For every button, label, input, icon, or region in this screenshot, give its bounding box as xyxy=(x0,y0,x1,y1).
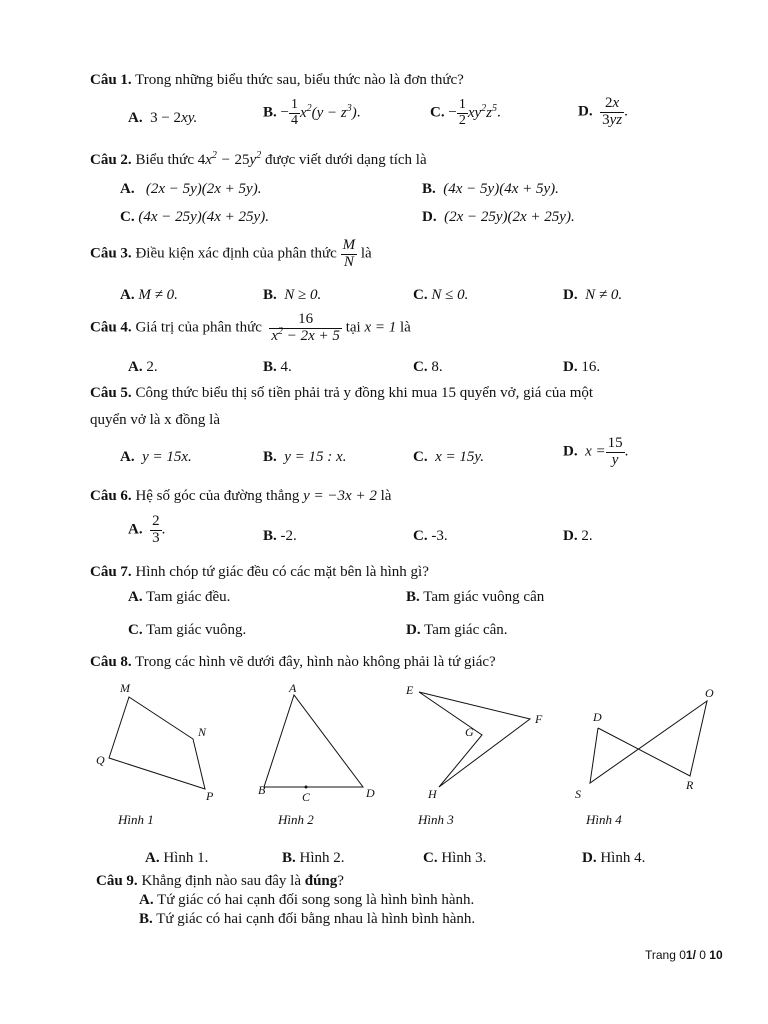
option-label: C. xyxy=(413,359,428,375)
option-c xyxy=(413,528,448,545)
question-text: Trong những biểu thức sau, biểu thức nào là đơn thức? xyxy=(131,72,464,88)
question-label: Câu 8. xyxy=(90,654,132,670)
question-5-line2: quyển vở là x đồng là xyxy=(90,412,220,428)
option-a xyxy=(128,589,230,606)
option-label: A. xyxy=(128,589,143,605)
question-label: Câu 4. xyxy=(90,319,132,336)
question-6 xyxy=(90,488,391,505)
option-label: B. xyxy=(422,181,436,197)
answer-text: Hình 2. xyxy=(295,850,345,866)
page-number-part: 1/ xyxy=(685,948,696,962)
option-label: D. xyxy=(563,359,578,375)
answer-text: y = 15x. xyxy=(142,449,192,465)
figure-3-quadrilateral xyxy=(419,692,530,787)
question-4 xyxy=(90,312,411,345)
vertex-label: E xyxy=(406,683,414,697)
question-text: Công thức biểu thị số tiền phải trả y đồng khi mua 15 quyển vở, giá của một xyxy=(131,385,594,401)
figure-caption: Hình 4 xyxy=(586,812,622,827)
option-c xyxy=(413,359,443,376)
option-b xyxy=(263,449,346,466)
vertex-label: D xyxy=(593,710,602,724)
question-3 xyxy=(90,238,372,271)
question-text: là xyxy=(376,488,392,504)
page-number-part: 10 xyxy=(709,948,723,962)
option-label: D. xyxy=(422,209,437,225)
answer-text: Tam giác vuông. xyxy=(142,622,247,638)
question-8 xyxy=(90,654,496,671)
question-1 xyxy=(90,72,464,89)
math-expression: $4x^2 - 25y^2$ xyxy=(197,150,262,168)
option-label: C. xyxy=(128,622,143,638)
answer-text: -2. xyxy=(280,528,297,544)
option-label: B. xyxy=(406,589,420,605)
option-b xyxy=(263,287,321,304)
option-c xyxy=(423,850,486,867)
question-7 xyxy=(90,564,429,581)
question-label: Câu 1. xyxy=(90,72,132,88)
vertex-label: B xyxy=(258,783,266,797)
option-label: B. xyxy=(263,449,277,465)
answer-text: 2. xyxy=(146,359,158,375)
question-text: là xyxy=(396,319,411,336)
option-label: C. xyxy=(413,449,428,465)
question-text: Trong các hình vẽ dưới đây, hình nào không phải là tứ giác? xyxy=(131,654,496,670)
fraction-2-over-3: $\frac{2}{3}$ xyxy=(152,513,160,546)
option-d xyxy=(563,287,622,304)
vertex-label: Q xyxy=(96,753,105,767)
option-label: A. xyxy=(120,181,135,197)
option-label: A. xyxy=(128,110,143,126)
option-label: C. xyxy=(120,209,135,225)
option-label: A. xyxy=(139,892,154,908)
option-d xyxy=(422,209,575,226)
option-c xyxy=(413,287,468,304)
vertex-label: F xyxy=(535,712,543,726)
question-9 xyxy=(96,873,344,890)
option-b xyxy=(263,359,292,376)
option-b: B. − $\frac{1}{4}$ $x^2(y - z^3)$. xyxy=(263,97,361,128)
answer-text: (4x − 25y)(4x + 25y). xyxy=(138,209,269,225)
fraction-15-over-y: $\frac{15}{y}$ xyxy=(607,435,623,468)
answer-text: Hình 3. xyxy=(437,850,487,866)
option-c: C. − $\frac{1}{2}$ $xy^2z^5$. xyxy=(430,97,501,128)
option-d xyxy=(563,359,600,376)
question-text: Khẳng định nào sau đây là xyxy=(137,873,305,889)
answer-text: (4x − 5y)(4x + 5y). xyxy=(443,181,559,197)
option-label: A. xyxy=(120,287,135,303)
option-d: D. $\frac{2x}{3yz}$ . xyxy=(578,95,628,128)
math-expression: x = 1 xyxy=(364,319,397,336)
vertex-label: G xyxy=(465,725,474,739)
vertex-label: C xyxy=(302,790,311,804)
option-a xyxy=(128,110,197,127)
question-label: Câu 9. xyxy=(96,873,138,889)
question-text: được viết dưới dạng tích là xyxy=(261,152,427,168)
option-c xyxy=(128,622,246,639)
answer-text: Hình 1. xyxy=(159,850,209,866)
figure-caption: Hình 1 xyxy=(118,812,154,827)
option-label: B. xyxy=(282,850,296,866)
figure-1-quadrilateral xyxy=(109,697,205,789)
math-expression: y = −3x + 2 xyxy=(303,488,377,504)
math-expression: 3 − 2xy. xyxy=(150,110,198,126)
option-d: D. x = $\frac{15}{y}$ . xyxy=(563,435,629,468)
option-b xyxy=(422,181,559,198)
option-label: A. xyxy=(128,359,143,375)
answer-text: Tam giác đều. xyxy=(142,589,231,605)
vertex-label: A xyxy=(289,681,297,695)
answer-text: y = 15 : x. xyxy=(284,449,347,465)
option-d xyxy=(582,850,645,867)
question-text: Hình chóp tứ giác đều có các mặt bên là hình gì? xyxy=(131,564,429,580)
question-label: Câu 6. xyxy=(90,488,132,504)
question-text: Hệ số góc của đường thẳng xyxy=(131,488,304,504)
option-label: C. xyxy=(413,528,428,544)
option-label: D. xyxy=(582,850,597,866)
answer-text: (2x − 25y)(2x + 25y). xyxy=(444,209,575,225)
answer-text: N ≤ 0. xyxy=(431,287,469,303)
vertex-label: H xyxy=(428,787,437,801)
answer-text: 2. xyxy=(581,528,593,544)
option-a xyxy=(120,181,261,198)
option-label: B. xyxy=(263,287,277,303)
option-label: D. xyxy=(578,103,593,120)
option-a: A. $\frac{2}{3}$ . xyxy=(128,513,166,546)
option-label: C. xyxy=(413,287,428,303)
answer-text: 4. xyxy=(280,359,292,375)
point-c-dot xyxy=(305,786,308,789)
option-d xyxy=(563,528,593,545)
page-number-part: Trang 0 xyxy=(645,948,686,962)
question-label: Câu 3. xyxy=(90,245,132,262)
question-label: Câu 2. xyxy=(90,152,132,168)
answer-text: x = 15y. xyxy=(435,449,484,465)
option-label: C. xyxy=(430,104,445,121)
option-label: B. xyxy=(263,528,277,544)
answer-text: (2x − 5y)(2x + 5y). xyxy=(145,181,262,197)
option-d xyxy=(406,622,508,639)
option-a xyxy=(139,892,474,909)
answer-text: Tam giác cân. xyxy=(420,622,508,638)
question-label: Câu 7. xyxy=(90,564,132,580)
option-label: D. xyxy=(406,622,421,638)
answer-text: -3. xyxy=(431,528,448,544)
option-label: B. xyxy=(263,104,277,121)
option-a xyxy=(145,850,208,867)
answer-text: N ≥ 0. xyxy=(284,287,322,303)
option-a xyxy=(120,287,178,304)
vertex-label: D xyxy=(366,786,375,800)
page-number xyxy=(645,948,723,962)
fraction-expression: $\frac{16}{x^2 - 2x + 5}$ xyxy=(271,311,340,344)
question-text: ? xyxy=(337,873,344,889)
option-b xyxy=(139,911,475,928)
option-c xyxy=(413,449,484,466)
answer-text: 16. xyxy=(581,359,601,375)
vertex-label: P xyxy=(206,789,214,803)
page-number-part: 0 xyxy=(695,948,710,962)
question-emphasis: đúng xyxy=(304,873,338,889)
figure-4-crossed-quadrilateral xyxy=(590,701,707,783)
option-label: D. xyxy=(563,287,578,303)
question-label: Câu 5. xyxy=(90,385,132,401)
option-label: D. xyxy=(563,528,578,544)
figure-2-triangle xyxy=(264,695,363,787)
option-b xyxy=(263,528,297,545)
figure-caption: Hình 2 xyxy=(278,812,314,827)
option-label: C. xyxy=(423,850,438,866)
option-c xyxy=(120,209,269,226)
fraction-m-over-n: $\frac{M}{N}$ xyxy=(342,237,356,270)
vertex-label: S xyxy=(575,787,581,801)
option-label: B. xyxy=(263,359,277,375)
figure-caption: Hình 3 xyxy=(418,812,454,827)
option-label: A. xyxy=(120,449,135,465)
answer-text: Hình 4. xyxy=(596,850,646,866)
question-2 xyxy=(90,152,427,169)
option-label: A. xyxy=(145,850,160,866)
question-text: tại xyxy=(341,319,365,336)
answer-text: N ≠ 0. xyxy=(585,287,623,303)
answer-text: Tứ giác có hai cạnh đối bằng nhau là hình bình hành. xyxy=(152,911,476,927)
answer-text: Tứ giác có hai cạnh đối song song là hình bình hành. xyxy=(153,892,475,908)
option-b xyxy=(406,589,544,606)
figures-svg xyxy=(0,670,768,870)
vertex-label: O xyxy=(705,686,714,700)
answer-text: M ≠ 0. xyxy=(138,287,178,303)
vertex-label: M xyxy=(120,681,130,695)
question-5 xyxy=(90,385,593,402)
question-text: là xyxy=(357,245,372,262)
question-text: Điều kiện xác định của phân thức xyxy=(131,245,341,262)
option-label: D. xyxy=(563,443,578,460)
question-text: Biểu thức xyxy=(131,152,198,168)
option-label: A. xyxy=(128,521,143,538)
option-a xyxy=(128,359,158,376)
option-b xyxy=(282,850,345,867)
option-label: B. xyxy=(139,911,153,927)
vertex-label: N xyxy=(198,725,207,739)
answer-text: 8. xyxy=(431,359,443,375)
question-text: Giá trị của phân thức xyxy=(131,319,266,336)
answer-text: Tam giác vuông cân xyxy=(419,589,545,605)
option-a xyxy=(120,449,192,466)
vertex-label: R xyxy=(686,778,694,792)
